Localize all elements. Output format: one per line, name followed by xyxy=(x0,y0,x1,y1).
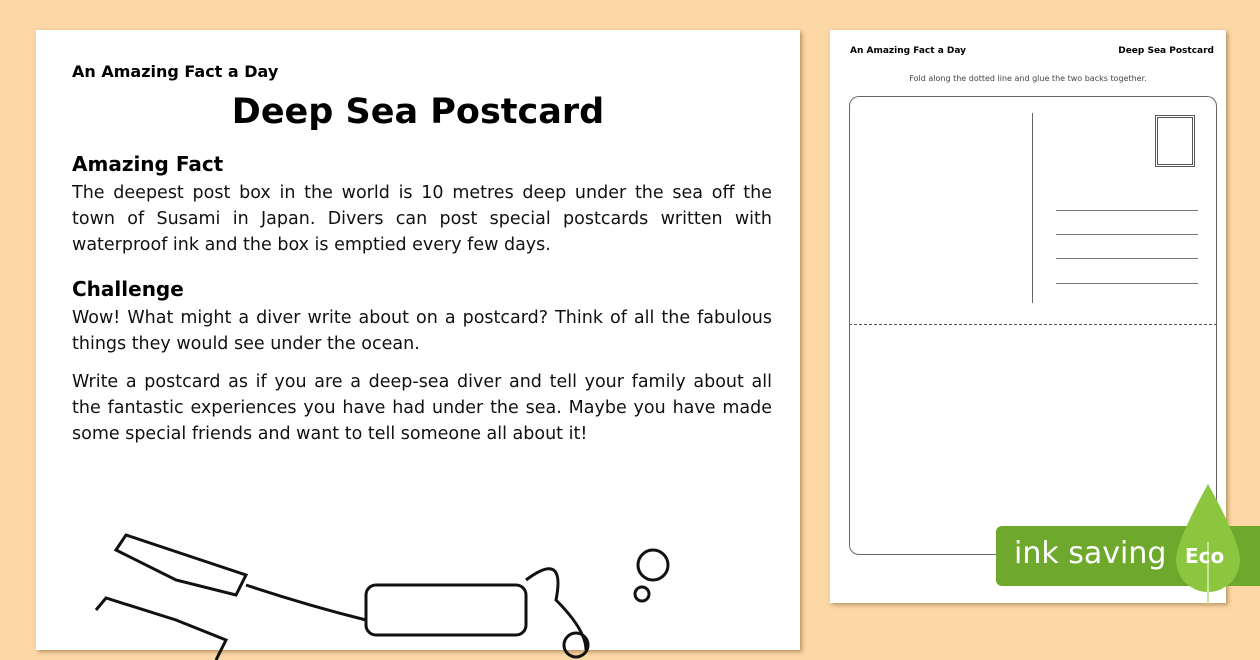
postcard-front xyxy=(849,324,1217,555)
address-lines xyxy=(1056,210,1198,284)
page-title: Deep Sea Postcard xyxy=(231,92,605,132)
diver-illustration xyxy=(86,510,686,660)
postcard-title: Deep Sea Postcard xyxy=(1118,46,1214,56)
stamp-box xyxy=(1155,115,1195,167)
postcard-series-label: An Amazing Fact a Day xyxy=(850,46,967,56)
challenge-heading: Challenge xyxy=(72,277,184,301)
worksheet-page xyxy=(36,30,800,650)
challenge-text-1: Wow! What might a diver write about on a postcard? Think of all the fabulous things they would see under the ocean. xyxy=(72,308,772,354)
challenge-text-2: Write a postcard as if you are a deep-sea diver and tell your family about all the fantastic experiences you have had under the sea. Maybe you have made some special friends and want to tell someone all about it! xyxy=(72,372,772,444)
ink-saving-label: ink saving xyxy=(1014,536,1167,571)
postcard-back xyxy=(849,96,1217,325)
postcard-page xyxy=(830,30,1226,603)
fold-instruction: Fold along the dotted line and glue the two backs together. xyxy=(909,74,1147,83)
series-label: An Amazing Fact a Day xyxy=(72,62,279,81)
fact-heading: Amazing Fact xyxy=(72,152,224,176)
eco-label: Eco xyxy=(1185,544,1225,568)
postcard-divider xyxy=(1032,113,1033,303)
fact-text: The deepest post box in the world is 10 metres deep under the sea off the town of Susami in Japan. Divers can post special postcards written with waterproof ink and the box is emptied every few days. xyxy=(72,183,772,255)
